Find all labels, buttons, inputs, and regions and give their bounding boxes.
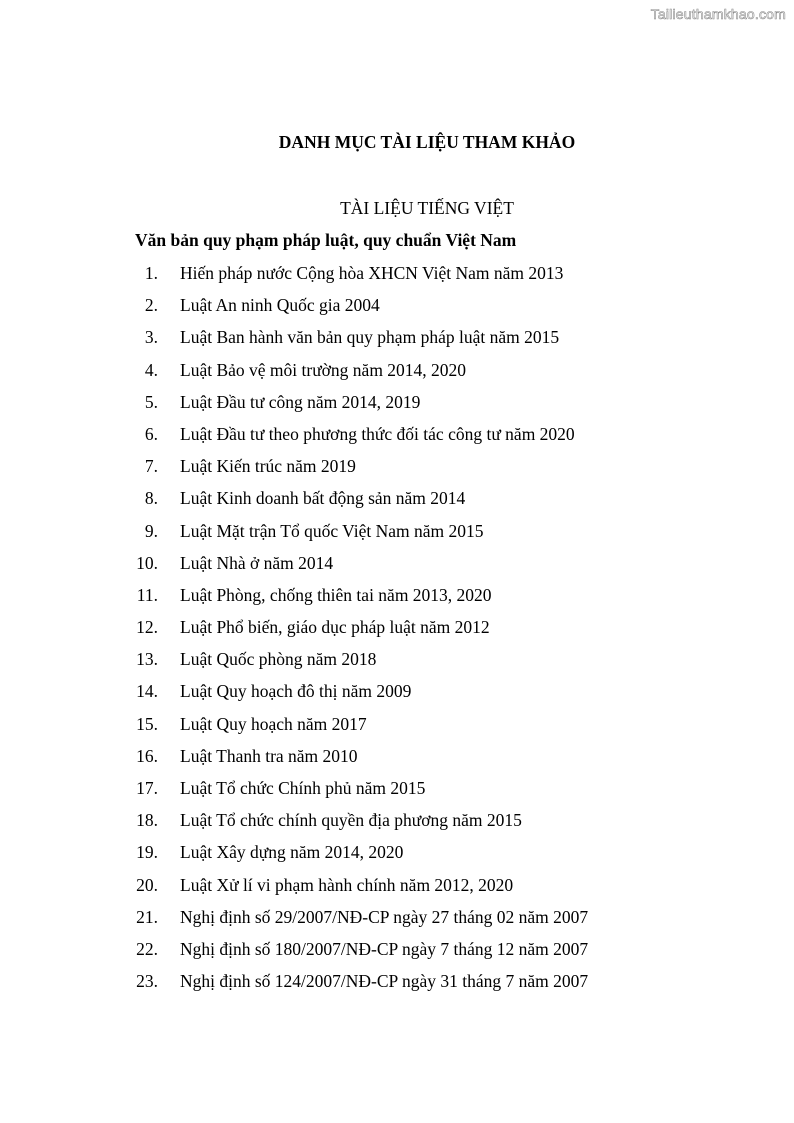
reference-text: Luật Đầu tư theo phương thức đối tác công tư năm 2020 <box>180 423 575 444</box>
reference-text: Luật Quy hoạch năm 2017 <box>180 713 367 734</box>
reference-number: 13. <box>136 649 158 670</box>
reference-text: Luật Quốc phòng năm 2018 <box>180 649 377 670</box>
reference-item <box>0 262 700 294</box>
reference-number: 4. <box>144 359 158 380</box>
reference-item <box>0 777 700 809</box>
subsection-title: Văn bản quy phạm pháp luật, quy chuẩn Việt Nam <box>135 230 517 250</box>
reference-item <box>0 745 700 777</box>
reference-text: Luật Ban hành văn bản quy phạm pháp luật năm 2015 <box>180 327 560 348</box>
reference-number: 17. <box>136 778 158 798</box>
reference-number: 7. <box>144 456 158 477</box>
reference-item <box>0 455 700 487</box>
reference-text: Hiến pháp nước Cộng hòa XHCN Việt Nam năm 2013 <box>180 263 564 283</box>
reference-item <box>0 809 700 841</box>
reference-text: Luật Bảo vệ môi trường năm 2014, 2020 <box>180 359 467 380</box>
watermark-text: Tailieuthamkhao.com <box>650 6 786 22</box>
reference-text: Luật An ninh Quốc gia 2004 <box>180 295 380 316</box>
reference-item <box>0 423 700 455</box>
reference-number: 5. <box>144 391 158 412</box>
reference-item <box>0 680 700 712</box>
reference-item <box>0 648 700 680</box>
section-title: TÀI LIỆU TIẾNG VIỆT <box>340 198 514 218</box>
reference-item <box>0 359 700 391</box>
reference-text: Luật Quy hoạch đô thị năm 2009 <box>180 681 412 702</box>
reference-text: Nghị định số 180/2007/NĐ-CP ngày 7 tháng 12 năm 2007 <box>180 938 589 959</box>
reference-text: Luật Xây dựng năm 2014, 2020 <box>180 842 404 863</box>
reference-number: 3. <box>144 327 158 348</box>
reference-number: 8. <box>144 488 158 509</box>
reference-number: 10. <box>136 552 158 573</box>
reference-number: 20. <box>136 874 158 895</box>
reference-text: Luật Tổ chức chính quyền địa phương năm 2015 <box>180 810 522 831</box>
reference-text: Luật Xử lí vi phạm hành chính năm 2012, 2020 <box>180 874 514 895</box>
reference-item <box>0 841 700 873</box>
reference-item <box>0 487 700 519</box>
reference-number: 23. <box>136 971 158 992</box>
reference-number: 14. <box>136 681 158 702</box>
reference-item <box>0 616 700 648</box>
reference-number: 21. <box>136 906 158 927</box>
reference-number: 18. <box>136 810 158 831</box>
reference-item <box>0 520 700 552</box>
reference-text: Luật Kinh doanh bất động sản năm 2014 <box>180 488 466 509</box>
reference-text: Luật Đầu tư công năm 2014, 2019 <box>180 391 421 412</box>
document-title: DANH MỤC TÀI LIỆU THAM KHẢO <box>278 132 576 152</box>
reference-number: 22. <box>136 938 158 959</box>
reference-number: 12. <box>136 617 158 638</box>
reference-text: Nghị định số 124/2007/NĐ-CP ngày 31 tháng 7 năm 2007 <box>180 971 589 992</box>
reference-number: 1. <box>144 263 158 283</box>
reference-item <box>0 713 700 745</box>
reference-number: 16. <box>136 745 158 766</box>
reference-item <box>0 938 700 970</box>
reference-item <box>0 906 700 938</box>
reference-item <box>0 391 700 423</box>
reference-number: 19. <box>136 842 158 863</box>
reference-text: Luật Nhà ở năm 2014 <box>180 552 334 573</box>
reference-number: 15. <box>136 713 158 734</box>
reference-text: Nghị định số 29/2007/NĐ-CP ngày 27 tháng 02 năm 2007 <box>180 906 589 927</box>
reference-text: Luật Kiến trúc năm 2019 <box>180 456 356 477</box>
reference-item <box>0 552 700 584</box>
reference-item <box>0 326 700 358</box>
reference-number: 9. <box>144 520 158 541</box>
reference-text: Luật Phổ biến, giáo dục pháp luật năm 2012 <box>180 617 490 638</box>
reference-text: Luật Tổ chức Chính phủ năm 2015 <box>180 778 426 798</box>
reference-number: 11. <box>136 584 158 605</box>
reference-number: 2. <box>144 295 158 316</box>
reference-text: Luật Thanh tra năm 2010 <box>180 745 358 766</box>
reference-text: Luật Mặt trận Tổ quốc Việt Nam năm 2015 <box>180 520 484 541</box>
reference-list <box>0 262 700 1002</box>
reference-item <box>0 294 700 326</box>
reference-item <box>0 874 700 906</box>
reference-item <box>0 970 700 1002</box>
reference-number: 6. <box>144 423 158 444</box>
reference-text: Luật Phòng, chống thiên tai năm 2013, 2020 <box>180 584 492 605</box>
reference-item <box>0 584 700 616</box>
